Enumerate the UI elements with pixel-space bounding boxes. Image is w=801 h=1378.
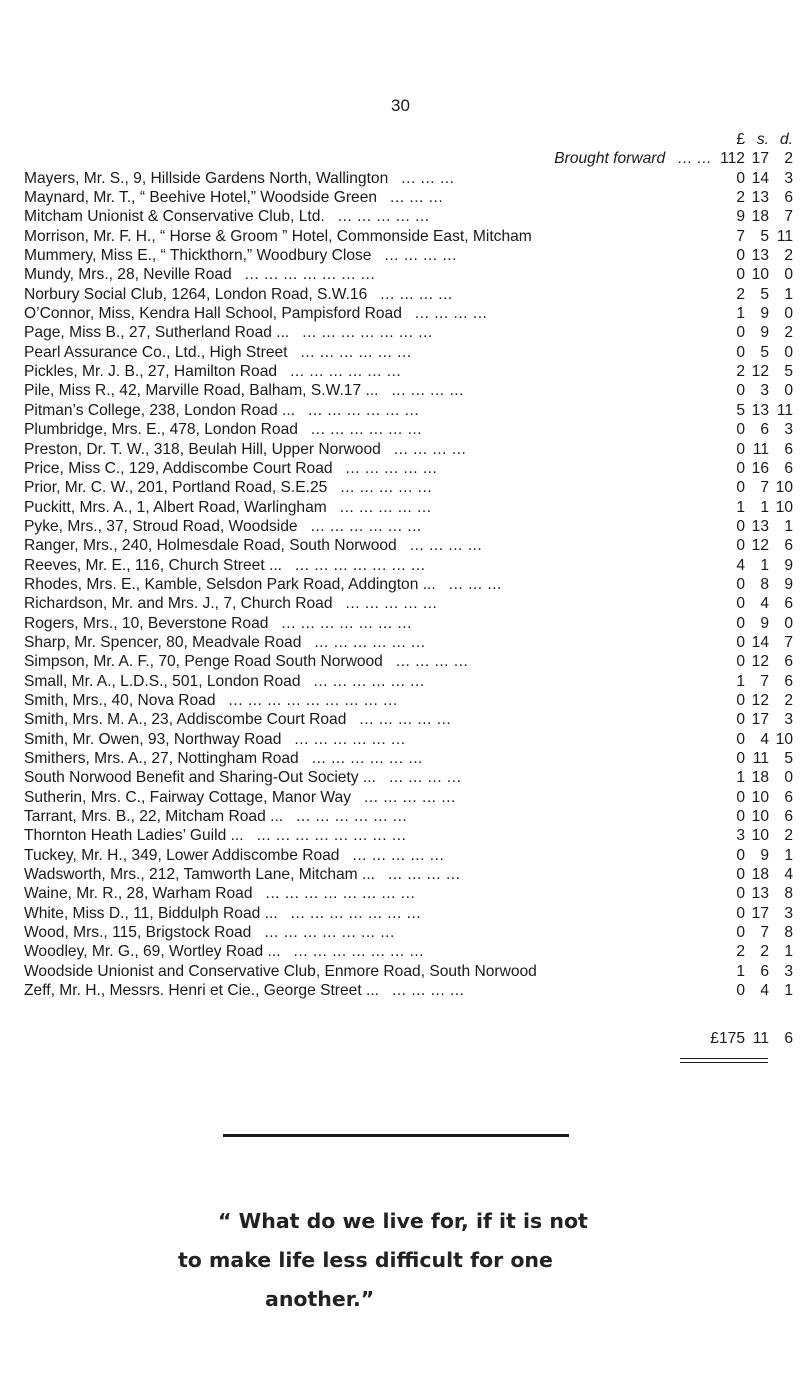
entry-pence: 6	[784, 808, 793, 826]
leader-dots: ... ... ... ... ... ...	[310, 421, 423, 439]
entry-shillings: 18	[751, 866, 769, 884]
entry-pounds: 9	[736, 208, 745, 226]
entry-shillings: 12	[751, 653, 769, 671]
list-item	[24, 614, 794, 633]
entry-name: Sharp, Mr. Spencer, 80, Meadvale Road	[24, 633, 302, 651]
entry-name: Preston, Dr. T. W., 318, Beulah Hill, Upper Norwood	[24, 440, 381, 458]
entry-name: Puckitt, Mrs. A., 1, Albert Road, Warlingham	[24, 498, 327, 516]
entry-pence: 0	[784, 382, 793, 400]
leader-dots: ... ... ...	[448, 575, 502, 593]
entry-name: Zeff, Mr. H., Messrs. Henri et Cie., George Street ...	[24, 982, 380, 1000]
leader-dots: ... ... ... ... ... ...	[296, 808, 408, 826]
entry-name: Woodley, Mr. G., 69, Wortley Road ...	[24, 943, 281, 961]
entry-shillings: 13	[751, 885, 769, 903]
list-item	[24, 633, 794, 652]
entry-name: Rogers, Mrs., 10, Beverstone Road	[24, 614, 269, 632]
entry-pence: 1	[784, 943, 793, 961]
list-item	[24, 285, 794, 304]
total-pence: 6	[784, 1030, 793, 1047]
entry-name: Smith, Mr. Owen, 93, Northway Road	[24, 730, 282, 748]
total-row	[24, 1030, 794, 1050]
entry-name: Maynard, Mr. T., “ Beehive Hotel,” Woodside Green	[24, 189, 378, 207]
entry-pounds: 0	[736, 885, 745, 903]
entry-pounds: 3	[736, 827, 745, 845]
entry-pounds: 0	[736, 633, 745, 651]
entry-shillings: 9	[760, 614, 769, 632]
entry-shillings: 12	[751, 537, 769, 555]
entry-pence: 6	[784, 537, 793, 555]
section-divider	[223, 1134, 569, 1137]
entry-pounds: 2	[736, 189, 745, 207]
list-item	[24, 807, 794, 826]
leader-dots: ... ... ... ... ...	[339, 498, 432, 516]
list-item	[24, 672, 794, 691]
quote-line: another.”	[265, 1287, 375, 1311]
entry-pence: 1	[784, 517, 793, 535]
entry-pence: 8	[784, 885, 793, 903]
list-item	[24, 207, 794, 226]
list-item	[24, 575, 794, 594]
entry-name: Mundy, Mrs., 28, Neville Road	[24, 266, 232, 284]
pence-column-header: d.	[779, 131, 793, 148]
list-item	[24, 420, 794, 439]
entry-pounds: 0	[736, 788, 745, 806]
entry-shillings: 10	[751, 266, 769, 284]
entry-pounds: 0	[736, 382, 745, 400]
leader-dots: ... ... ... ... ...	[340, 479, 433, 497]
entry-pounds: 0	[736, 846, 745, 864]
entry-pounds: 0	[736, 537, 745, 555]
entry-shillings: 4	[760, 595, 769, 613]
leader-dots: ... ... ... ... ... ...	[308, 401, 420, 419]
entry-pence: 6	[784, 653, 793, 671]
page-number: 30	[391, 96, 410, 115]
entry-pounds: 0	[736, 730, 745, 748]
leader-dots: ... ... ... ... ...	[364, 788, 456, 806]
entry-name: Thornton Heath Ladies’ Guild ...	[24, 827, 244, 845]
leader-dots: ... ... ... ...	[388, 769, 462, 787]
entry-shillings: 5	[760, 227, 769, 245]
entry-pence: 0	[784, 343, 793, 361]
entry-shillings: 7	[760, 479, 769, 497]
entry-name: Reeves, Mr. E., 116, Church Street ...	[24, 556, 282, 574]
total-shillings: 11	[752, 1030, 769, 1047]
entry-pence: 1	[784, 982, 793, 1000]
entry-name: Page, Miss B., 27, Sutherland Road ...	[24, 324, 290, 342]
entry-shillings: 14	[751, 169, 769, 187]
shillings-column-header: s.	[756, 131, 769, 148]
entry-pence: 0	[784, 266, 793, 284]
entry-pence: 10	[775, 479, 793, 497]
entry-shillings: 1	[760, 556, 769, 574]
list-item	[24, 478, 794, 497]
entry-pounds: 7	[736, 227, 745, 245]
leader-dots: ... ... ... ... ... ... ... ...	[265, 885, 416, 903]
list-item	[24, 343, 794, 362]
entry-shillings: 7	[760, 672, 769, 690]
entry-pounds: 0	[736, 711, 745, 729]
entry-shillings: 5	[760, 285, 769, 303]
entry-name: South Norwood Benefit and Sharing-Out Society ...	[24, 769, 376, 787]
entry-pence: 2	[784, 691, 793, 709]
entry-name: Sutherin, Mrs. C., Fairway Cottage, Manor Way	[24, 788, 351, 806]
entry-list	[24, 169, 794, 1001]
entry-shillings: 2	[760, 943, 769, 961]
leader-dots: ... ... ... ... ... ...	[294, 730, 406, 748]
list-item	[24, 846, 794, 865]
leader-dots: ... ... ... ... ... ... ...	[290, 904, 422, 922]
leader-dots: ... ... ... ... ... ...	[313, 672, 425, 690]
entry-pounds: 0	[736, 595, 745, 613]
entry-pence: 6	[784, 440, 793, 458]
entry-name: Pitman’s College, 238, London Road ...	[24, 401, 296, 419]
list-item	[24, 227, 794, 246]
entry-pounds: 0	[736, 169, 745, 187]
entry-pence: 0	[784, 305, 793, 323]
entry-name: Smith, Mrs., 40, Nova Road	[24, 691, 216, 709]
closing-quote	[150, 1202, 650, 1319]
brought-forward-pence: 2	[784, 150, 793, 168]
list-item	[24, 942, 794, 961]
list-item	[24, 594, 794, 613]
leader-dots: ... ... ... ... ... ... ... ... ...	[228, 691, 398, 709]
entry-shillings: 3	[760, 382, 769, 400]
list-item	[24, 304, 794, 323]
entry-name: Simpson, Mr. A. F., 70, Penge Road South Norwood	[24, 653, 383, 671]
entry-pounds: 0	[736, 247, 745, 265]
entry-name: Tarrant, Mrs. B., 22, Mitcham Road ...	[24, 808, 284, 826]
entry-pounds: 0	[736, 866, 745, 884]
entry-pence: 3	[784, 904, 793, 922]
entry-name: Mitcham Unionist & Conservative Club, Ltd.	[24, 208, 325, 226]
list-item	[24, 710, 794, 729]
list-item	[24, 498, 794, 517]
list-item	[24, 381, 794, 400]
entry-shillings: 12	[751, 363, 769, 381]
leader-dots: ... ... ... ... ... ... ...	[294, 556, 426, 574]
entry-shillings: 7	[760, 924, 769, 942]
entry-pence: 2	[784, 324, 793, 342]
list-item	[24, 788, 794, 807]
entry-name: Ranger, Mrs., 240, Holmesdale Road, South Norwood	[24, 537, 397, 555]
leader-dots: ... ... ... ...	[387, 866, 461, 884]
entry-pence: 3	[784, 962, 793, 980]
list-item	[24, 923, 794, 942]
list-item	[24, 440, 794, 459]
leader-dots: ... ... ... ... ... ...	[310, 517, 422, 535]
entry-pence: 3	[784, 711, 793, 729]
list-item	[24, 188, 794, 207]
list-item	[24, 884, 794, 903]
list-item	[24, 517, 794, 536]
leader-dots: ... ... ... ...	[384, 247, 457, 265]
entry-name: Rhodes, Mrs. E., Kamble, Selsdon Park Road, Addington ...	[24, 575, 436, 593]
leader-dots: ... ... ... ... ... ... ...	[281, 614, 412, 632]
list-item	[24, 246, 794, 265]
leader-dots: ... ... ... ... ...	[337, 208, 430, 226]
entry-pounds: 2	[736, 943, 745, 961]
entry-pence: 8	[784, 924, 793, 942]
brought-forward-row	[24, 149, 794, 168]
entry-shillings: 8	[760, 575, 769, 593]
entry-pence: 11	[776, 227, 793, 245]
list-item	[24, 981, 794, 1000]
entry-pounds: 0	[736, 324, 745, 342]
list-item	[24, 749, 794, 768]
entry-name: Wadsworth, Mrs., 212, Tamworth Lane, Mitcham ...	[24, 866, 375, 884]
entry-name: Wood, Mrs., 115, Brigstock Road	[24, 924, 252, 942]
list-item	[24, 904, 794, 923]
entry-shillings: 12	[751, 691, 769, 709]
leader-dots: ... ... ... ...	[395, 653, 469, 671]
list-item	[24, 265, 794, 284]
entry-name: O’Connor, Miss, Kendra Hall School, Pampisford Road	[24, 305, 402, 323]
leader-dots: ... ... ... ...	[393, 440, 467, 458]
entry-shillings: 6	[760, 962, 769, 980]
entry-pounds: 0	[736, 575, 745, 593]
entry-name: Plumbridge, Mrs. E., 478, London Road	[24, 421, 298, 439]
entry-pence: 2	[784, 827, 793, 845]
quote-line: “ What do we live for, if it is not	[218, 1209, 588, 1233]
entry-shillings: 9	[760, 305, 769, 323]
entry-shillings: 17	[751, 904, 769, 922]
entry-shillings: 18	[751, 208, 769, 226]
entry-shillings: 10	[751, 827, 769, 845]
entry-pence: 6	[784, 189, 793, 207]
entry-pence: 6	[784, 459, 793, 477]
entry-pence: 10	[775, 498, 793, 516]
leader-dots: ... ... ... ... ... ...	[314, 633, 426, 651]
leader-dots: ... ... ... ... ... ...	[300, 343, 412, 361]
entry-pence: 7	[784, 633, 793, 651]
entry-shillings: 13	[751, 189, 769, 207]
entry-name: Pile, Miss R., 42, Marville Road, Balham, S.W.17 ...	[24, 382, 379, 400]
leader-dots: ... ... ... ...	[380, 285, 453, 303]
entry-shillings: 1	[760, 498, 769, 516]
entry-pence: 6	[784, 788, 793, 806]
entry-pounds: 0	[736, 982, 745, 1000]
entry-pence: 11	[776, 401, 793, 419]
entry-pence: 9	[784, 575, 793, 593]
leader-dots: ... ... ... ... ...	[352, 846, 445, 864]
total-pounds: £175	[710, 1030, 745, 1047]
leader-dots: ... ... ...	[390, 189, 444, 207]
entry-pence: 9	[784, 556, 793, 574]
leader-dots: ... ... ... ... ...	[359, 711, 452, 729]
leader-dots: ... ... ... ... ...	[345, 459, 438, 477]
pounds-column-header: £	[736, 131, 745, 148]
leader-dots: ... ... ...	[401, 169, 455, 187]
entry-pounds: 0	[736, 653, 745, 671]
entry-name: Price, Miss C., 129, Addiscombe Court Road	[24, 459, 333, 477]
brought-forward-shillings: 17	[751, 150, 769, 168]
entry-name: Morrison, Mr. F. H., “ Horse & Groom ” Hotel, Commonside East, Mitcham	[24, 227, 532, 245]
entry-pounds: 0	[736, 517, 745, 535]
leader-dots: ... ... ... ... ... ... ...	[244, 266, 376, 284]
brought-forward-pounds: 112	[720, 150, 745, 168]
entry-pounds: 1	[736, 305, 745, 323]
entry-shillings: 9	[760, 324, 769, 342]
leader-dots: ... ... ... ...	[414, 305, 488, 323]
list-item	[24, 323, 794, 342]
entry-name: Mayers, Mr. S., 9, Hillside Gardens North, Wallington	[24, 169, 389, 187]
entry-pence: 5	[784, 363, 793, 381]
entry-shillings: 4	[760, 730, 769, 748]
entry-shillings: 13	[751, 401, 769, 419]
entry-shillings: 10	[751, 808, 769, 826]
leader-dots: ... ...	[678, 150, 712, 168]
entry-pence: 1	[784, 846, 793, 864]
entry-shillings: 9	[760, 846, 769, 864]
list-item	[24, 865, 794, 884]
leader-dots: ... ... ... ... ... ... ...	[302, 324, 433, 342]
entry-name: Small, Mr. A., L.D.S., 501, London Road	[24, 672, 301, 690]
entry-shillings: 11	[752, 750, 769, 767]
entry-name: Richardson, Mr. and Mrs. J., 7, Church Road	[24, 595, 333, 613]
entry-name: Pyke, Mrs., 37, Stroud Road, Woodside	[24, 517, 298, 535]
entry-name: Smith, Mrs. M. A., 23, Addiscombe Court Road	[24, 711, 347, 729]
entry-shillings: 5	[760, 343, 769, 361]
entry-pounds: 0	[736, 750, 745, 767]
entry-pence: 2	[784, 247, 793, 265]
total-double-rule	[680, 1058, 768, 1063]
entry-name: Smithers, Mrs. A., 27, Nottingham Road	[24, 750, 299, 767]
leader-dots: ... ... ... ...	[391, 382, 464, 400]
leader-dots: ... ... ... ... ...	[345, 595, 438, 613]
entry-pounds: 0	[736, 440, 745, 458]
entry-pounds: 1	[736, 498, 745, 516]
entry-pence: 0	[784, 769, 793, 787]
column-headers	[24, 130, 794, 149]
entry-pounds: 0	[736, 459, 745, 477]
entry-pounds: 5	[736, 401, 745, 419]
entry-pounds: 0	[736, 479, 745, 497]
leader-dots: ... ... ... ... ... ... ...	[264, 924, 395, 942]
subscription-list	[24, 130, 794, 1000]
leader-dots: ... ... ... ...	[392, 982, 465, 1000]
quote-line: to make life less difficult for one	[178, 1248, 553, 1272]
entry-pence: 4	[784, 866, 793, 884]
list-item	[24, 536, 794, 555]
list-item	[24, 362, 794, 381]
entry-name: Prior, Mr. C. W., 201, Portland Road, S.E.25	[24, 479, 328, 497]
entry-shillings: 14	[751, 633, 769, 651]
entry-pounds: 0	[736, 421, 745, 439]
entry-name: Pearl Assurance Co., Ltd., High Street	[24, 343, 288, 361]
leader-dots: ... ... ... ... ... ... ...	[293, 943, 425, 961]
entry-shillings: 11	[752, 440, 769, 458]
entry-pounds: 0	[736, 691, 745, 709]
entry-name: Waine, Mr. R., 28, Warham Road	[24, 885, 253, 903]
entry-pounds: 0	[736, 614, 745, 632]
entry-pence: 3	[784, 421, 793, 439]
entry-name: Woodside Unionist and Conservative Club, Enmore Road, South Norwood	[24, 962, 537, 980]
entry-pence: 0	[784, 614, 793, 632]
list-item	[24, 459, 794, 478]
entry-pounds: 1	[736, 769, 745, 787]
entry-pounds: 1	[736, 962, 745, 980]
leader-dots: ... ... ... ... ... ... ... ...	[256, 827, 407, 845]
entry-shillings: 18	[751, 769, 769, 787]
list-item	[24, 169, 794, 188]
list-item	[24, 556, 794, 575]
entry-shillings: 13	[751, 517, 769, 535]
list-item	[24, 768, 794, 787]
entry-pounds: 0	[736, 924, 745, 942]
entry-pence: 7	[784, 208, 793, 226]
list-item	[24, 691, 794, 710]
leader-dots: ... ... ... ... ... ...	[290, 363, 402, 381]
entry-shillings: 17	[751, 711, 769, 729]
leader-dots: ... ... ... ... ... ...	[311, 750, 423, 767]
entry-name: Pickles, Mr. J. B., 27, Hamilton Road	[24, 363, 278, 381]
entry-shillings: 10	[751, 788, 769, 806]
entry-pence: 6	[784, 672, 793, 690]
leader-dots: ... ... ... ...	[409, 537, 483, 555]
entry-pence: 5	[784, 750, 793, 767]
entry-pounds: 0	[736, 343, 745, 361]
entry-shillings: 4	[760, 982, 769, 1000]
entry-pence: 10	[775, 730, 793, 748]
brought-forward-label: Brought forward	[554, 150, 666, 168]
entry-shillings: 6	[760, 421, 769, 439]
list-item	[24, 652, 794, 671]
entry-name: Tuckey, Mr. H., 349, Lower Addiscombe Road	[24, 846, 340, 864]
entry-pounds: 1	[736, 672, 745, 690]
entry-name: White, Miss D., 11, Biddulph Road ...	[24, 904, 278, 922]
list-item	[24, 401, 794, 420]
entry-pounds: 0	[736, 904, 745, 922]
entry-pounds: 2	[736, 285, 745, 303]
entry-pence: 6	[784, 595, 793, 613]
list-item	[24, 826, 794, 845]
entry-pence: 1	[784, 285, 793, 303]
entry-name: Norbury Social Club, 1264, London Road, S.W.16	[24, 285, 368, 303]
entry-pounds: 4	[736, 556, 745, 574]
list-item	[24, 962, 794, 981]
list-item	[24, 730, 794, 749]
entry-pounds: 0	[736, 266, 745, 284]
entry-shillings: 13	[751, 247, 769, 265]
entry-shillings: 16	[751, 459, 769, 477]
entry-pounds: 0	[736, 808, 745, 826]
entry-name: Mummery, Miss E., “ Thickthorn,” Woodbury Close	[24, 247, 372, 265]
entry-pence: 3	[784, 169, 793, 187]
entry-pounds: 2	[736, 363, 745, 381]
